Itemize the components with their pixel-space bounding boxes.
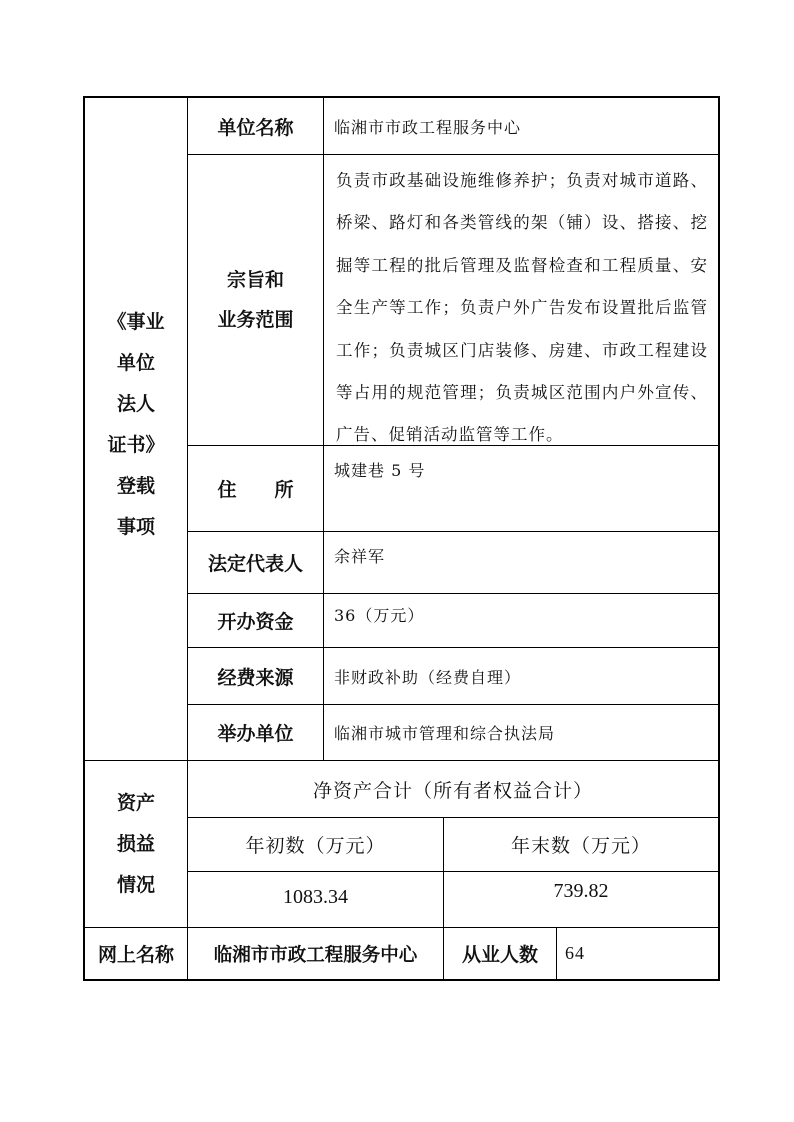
unit-name-label: 单位名称 bbox=[217, 116, 294, 139]
legal-rep-label: 法定代表人 bbox=[207, 553, 303, 575]
staff-value: 64 bbox=[565, 943, 585, 963]
sponsor-label: 举办单位 bbox=[217, 723, 294, 745]
assets-end-label: 年末数（万元） bbox=[510, 835, 651, 857]
capital-label: 开办资金 bbox=[217, 611, 294, 633]
section-label-line: 登载 bbox=[116, 475, 155, 497]
section-label-line: 《事业 bbox=[107, 311, 165, 333]
scope-label-line: 业务范围 bbox=[217, 309, 294, 331]
scope-label bbox=[188, 155, 323, 445]
section-label-line: 法人 bbox=[116, 393, 155, 415]
section-label-line: 事项 bbox=[116, 516, 155, 538]
funding-label: 经费来源 bbox=[217, 666, 294, 689]
sponsor-value: 临湘市城市管理和综合执法局 bbox=[334, 724, 556, 743]
table-border-bottom bbox=[83, 979, 720, 981]
capital-value: 36（万元） bbox=[334, 605, 425, 625]
assets-start-value: 1083.34 bbox=[283, 886, 348, 908]
table-border-right bbox=[718, 96, 720, 981]
online-name-value: 临湘市市政工程服务中心 bbox=[213, 944, 418, 966]
online-name-label: 网上名称 bbox=[97, 944, 174, 966]
section-label-line: 证书》 bbox=[107, 434, 165, 456]
staff-label: 从业人数 bbox=[461, 944, 538, 966]
funding-value: 非财政补助（经费自理） bbox=[334, 667, 522, 687]
assets-line-2 bbox=[187, 871, 719, 872]
assets-label-line: 情况 bbox=[116, 873, 155, 896]
assets-label-line: 损益 bbox=[116, 832, 155, 855]
address-value: 城建巷 5 号 bbox=[334, 460, 426, 480]
scope-label-line: 宗旨和 bbox=[226, 269, 284, 291]
address-label: 住 所 bbox=[217, 479, 294, 501]
assets-section-label bbox=[85, 761, 187, 927]
unit-name-value: 临湘市市政工程服务中心 bbox=[334, 117, 522, 137]
assets-end-value: 739.82 bbox=[553, 880, 609, 902]
legal-rep-value: 余祥军 bbox=[334, 546, 386, 566]
section-label-line: 单位 bbox=[116, 352, 155, 374]
scope-value: 负责市政基础设施维修养护；负责对城市道路、桥梁、路灯和各类管线的架（铺）设、搭接、挖掘等工程的批后管理及监督检查和工程质量、安全生产等工作；负责户外广告发布设置批后监管工作；负责城区门店装修、房建、市政工程建设等占用的规范管理；负责城区范围内户外宣传、广告、促销活动监管等工作。 bbox=[336, 171, 708, 445]
assets-header: 净资产合计（所有者权益合计） bbox=[312, 779, 593, 802]
assets-label-line: 资产 bbox=[116, 791, 155, 814]
registration-section-label bbox=[85, 300, 187, 550]
assets-start-label: 年初数（万元） bbox=[245, 835, 386, 857]
